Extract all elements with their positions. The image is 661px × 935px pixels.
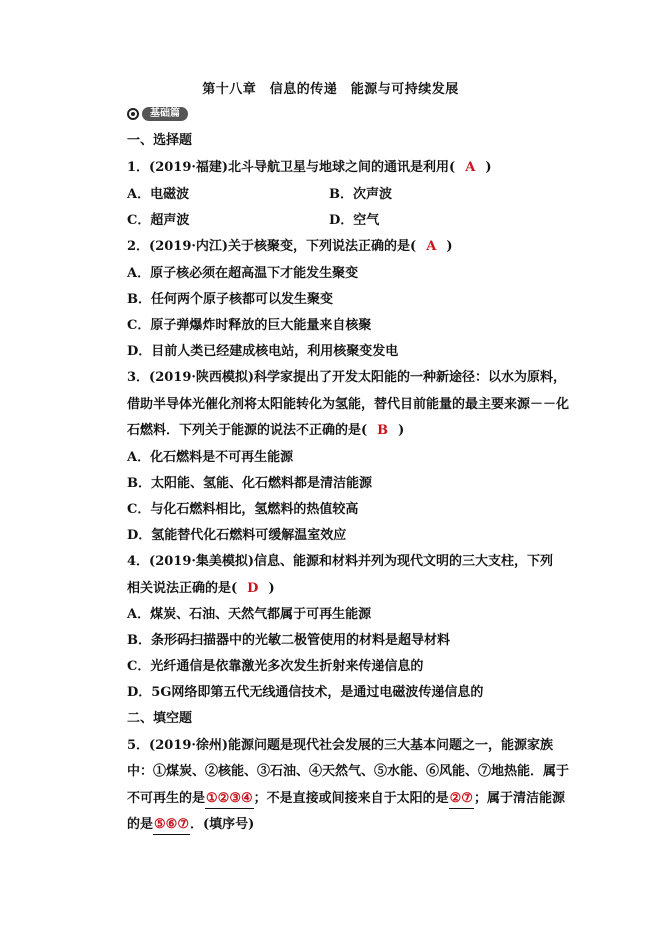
q2-option-d: D．目前人类已经建成核电站，利用核聚变发电 bbox=[127, 344, 399, 359]
q4-option-d: D．5G网络即第五代无线通信技术，是通过电磁波传递信息的 bbox=[127, 685, 484, 700]
q4-option-c: C．光纤通信是依靠激光多次发生折射来传递信息的 bbox=[127, 659, 424, 674]
q1-option-b: B．次声波 bbox=[329, 187, 392, 202]
question-4-line-1: 4．(2019·集美模拟)信息、能源和材料并列为现代文明的三大支柱，下列 bbox=[127, 554, 554, 569]
q3-option-c: C．与化石燃料相比，氢燃料的热值较高 bbox=[127, 502, 359, 517]
badge-label: 基础篇 bbox=[142, 107, 188, 121]
question-1-stem: 1．(2019·福建)北斗导航卫星与地球之间的通讯是利用( bbox=[127, 160, 456, 175]
blank-3: ⑤⑥⑦ bbox=[153, 816, 190, 835]
question-5-line-3: 不可再生的是①②③④；不是直接或间接来自于太阳的是②⑦；属于清洁能源 bbox=[127, 790, 565, 809]
section-heading-choice: 一、选择题 bbox=[127, 133, 193, 148]
section-badge bbox=[127, 106, 201, 122]
q3-option-d: D．氢能替代化石燃料可缓解温室效应 bbox=[127, 528, 347, 543]
page-title: 第十八章 信息的传递 能源与可持续发展 bbox=[202, 82, 459, 97]
question-3-line-3: 石燃料．下列关于能源的说法不正确的是( bbox=[127, 423, 368, 438]
q1-option-a: A．电磁波 bbox=[127, 187, 190, 202]
q3-option-a: A．化石燃料是不可再生能源 bbox=[127, 450, 294, 465]
question-3: 石燃料．下列关于能源的说法不正确的是( B ) bbox=[127, 423, 405, 438]
target-icon bbox=[127, 108, 139, 120]
question-5-line-2: 中：①煤炭、②核能、③石油、④天然气、⑤水能、⑥风能、⑦地热能．属于 bbox=[127, 764, 570, 779]
q2-option-b: B．任何两个原子核都可以发生聚变 bbox=[127, 292, 333, 307]
question-1: 1．(2019·福建)北斗导航卫星与地球之间的通讯是利用( A ) bbox=[127, 160, 492, 175]
question-2: 2．(2019·内江)关于核聚变，下列说法正确的是( A ) bbox=[127, 239, 453, 254]
q2-option-a: A．原子核必须在超高温下才能发生聚变 bbox=[127, 266, 359, 281]
blank-1: ①②③④ bbox=[205, 790, 254, 809]
question-2-answer: A bbox=[426, 239, 437, 254]
q4-option-b: B．条形码扫描器中的光敏二极管使用的材料是超导材料 bbox=[127, 633, 450, 648]
question-2-stem: 2．(2019·内江)关于核聚变，下列说法正确的是( bbox=[127, 239, 417, 254]
question-3-line-1: 3．(2019·陕西模拟)科学家提出了开发太阳能的一种新途径：以水为原料， bbox=[127, 370, 567, 385]
q1-option-d: D．空气 bbox=[329, 213, 380, 228]
question-3-line-2: 借助半导体光催化剂将太阳能转化为氢能，替代目前能量的最主要来源－－化 bbox=[127, 397, 570, 412]
question-3-answer: B bbox=[377, 423, 389, 438]
q4-option-a: A．煤炭、石油、天然气都属于可再生能源 bbox=[127, 607, 372, 622]
question-5-line-1: 5．(2019·徐州)能源问题是现代社会发展的三大基本问题之一，能源家族 bbox=[127, 738, 554, 753]
question-1-answer: A bbox=[465, 160, 476, 175]
question-4-line-2: 相关说法正确的是( bbox=[127, 581, 238, 596]
blank-2: ②⑦ bbox=[449, 790, 474, 809]
section-heading-fill: 二、填空题 bbox=[127, 711, 193, 726]
question-4-answer: D bbox=[247, 581, 259, 596]
q3-option-b: B．太阳能、氢能、化石燃料都是清洁能源 bbox=[127, 476, 372, 491]
question-4: 相关说法正确的是( D ) bbox=[127, 581, 275, 596]
q2-option-c: C．原子弹爆炸时释放的巨大能量来自核聚 bbox=[127, 318, 372, 333]
q1-option-c: C．超声波 bbox=[127, 213, 190, 228]
question-5-line-4: 的是⑤⑥⑦．(填序号) bbox=[127, 816, 254, 835]
